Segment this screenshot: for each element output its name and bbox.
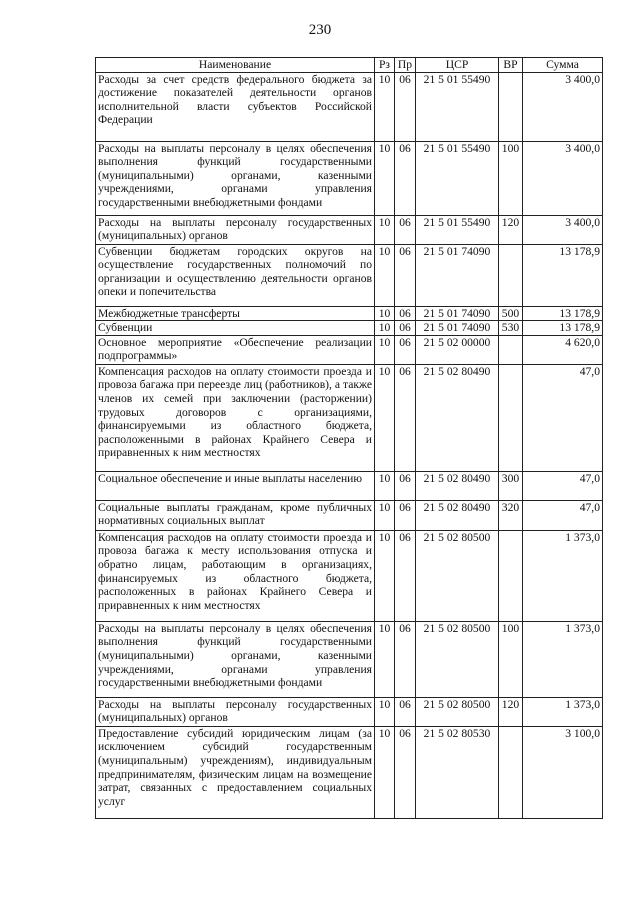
cell-csr: 21 5 02 80490 — [416, 364, 499, 471]
cell-name: Расходы на выплаты персоналу в целях обеспечения выполнения функций государственными (муниципальными) органами, казенными учреждениями, органами управления государственными внебюджетными фондами — [96, 141, 375, 215]
cell-sum: 3 400,0 — [523, 141, 603, 215]
cell-pr: 06 — [395, 335, 416, 364]
cell-pr: 06 — [395, 215, 416, 244]
cell-sum: 4 620,0 — [523, 335, 603, 364]
cell-sum: 47,0 — [523, 500, 603, 530]
table-row — [96, 697, 603, 726]
table-row — [96, 306, 603, 321]
table-row — [96, 141, 603, 215]
cell-csr: 21 5 01 74090 — [416, 244, 499, 306]
cell-vr: 100 — [499, 141, 523, 215]
budget-table — [95, 57, 603, 819]
cell-name: Субвенции — [96, 321, 375, 336]
cell-vr: 300 — [499, 471, 523, 500]
cell-rz: 10 — [375, 364, 395, 471]
cell-vr: 120 — [499, 697, 523, 726]
cell-sum: 47,0 — [523, 471, 603, 500]
cell-rz: 10 — [375, 335, 395, 364]
header-vr: ВР — [499, 58, 523, 73]
cell-csr: 21 5 02 00000 — [416, 335, 499, 364]
table-row — [96, 335, 603, 364]
cell-name: Расходы на выплаты персоналу государственных (муниципальных) органов — [96, 215, 375, 244]
cell-name: Компенсация расходов на оплату стоимости проезда и провоза багажа к месту использования отпуска и обратно лицам, работающим в организациях, финансируемых из областного бюджета, расположенных в районах Крайнего Севера и приравненных к ним местностях — [96, 530, 375, 621]
cell-pr: 06 — [395, 364, 416, 471]
cell-name: Субвенции бюджетам городских округов на осуществление государственных полномочий по организации и осуществлению деятельности органов опеки и попечительства — [96, 244, 375, 306]
cell-rz: 10 — [375, 306, 395, 321]
cell-csr: 21 5 01 55490 — [416, 215, 499, 244]
cell-sum: 1 373,0 — [523, 697, 603, 726]
table-body — [96, 72, 603, 818]
cell-vr — [499, 726, 523, 818]
cell-pr: 06 — [395, 72, 416, 141]
cell-vr — [499, 335, 523, 364]
cell-sum: 1 373,0 — [523, 530, 603, 621]
cell-csr: 21 5 02 80490 — [416, 500, 499, 530]
cell-sum: 3 400,0 — [523, 72, 603, 141]
cell-rz: 10 — [375, 72, 395, 141]
cell-pr: 06 — [395, 530, 416, 621]
table-row — [96, 321, 603, 336]
cell-rz: 10 — [375, 621, 395, 697]
table-row — [96, 621, 603, 697]
cell-sum: 47,0 — [523, 364, 603, 471]
cell-sum: 13 178,9 — [523, 244, 603, 306]
cell-vr: 500 — [499, 306, 523, 321]
cell-pr: 06 — [395, 141, 416, 215]
cell-name: Расходы на выплаты персоналу государственных (муниципальных) органов — [96, 697, 375, 726]
cell-name: Расходы за счет средств федерального бюджета за достижение показателей деятельности органов исполнительной власти субъектов Российской Федерации — [96, 72, 375, 141]
header-sum: Сумма — [523, 58, 603, 73]
cell-rz: 10 — [375, 500, 395, 530]
cell-rz: 10 — [375, 141, 395, 215]
table-row — [96, 726, 603, 818]
cell-vr: 120 — [499, 215, 523, 244]
header-pr: Пр — [395, 58, 416, 73]
cell-pr: 06 — [395, 500, 416, 530]
cell-pr: 06 — [395, 697, 416, 726]
cell-vr: 530 — [499, 321, 523, 336]
cell-csr: 21 5 02 80500 — [416, 621, 499, 697]
cell-vr: 100 — [499, 621, 523, 697]
header-csr: ЦСР — [416, 58, 499, 73]
cell-sum: 1 373,0 — [523, 621, 603, 697]
cell-sum: 13 178,9 — [523, 321, 603, 336]
cell-rz: 10 — [375, 471, 395, 500]
cell-csr: 21 5 02 80500 — [416, 697, 499, 726]
cell-csr: 21 5 01 55490 — [416, 141, 499, 215]
cell-name: Межбюджетные трансферты — [96, 306, 375, 321]
table-row — [96, 500, 603, 530]
cell-name: Социальные выплаты гражданам, кроме публичных нормативных социальных выплат — [96, 500, 375, 530]
cell-vr — [499, 72, 523, 141]
table-row — [96, 215, 603, 244]
table-row — [96, 364, 603, 471]
table-row — [96, 244, 603, 306]
cell-sum: 3 400,0 — [523, 215, 603, 244]
cell-name: Социальное обеспечение и иные выплаты населению — [96, 471, 375, 500]
header-rz: Рз — [375, 58, 395, 73]
cell-sum: 3 100,0 — [523, 726, 603, 818]
cell-sum: 13 178,9 — [523, 306, 603, 321]
cell-pr: 06 — [395, 726, 416, 818]
cell-pr: 06 — [395, 321, 416, 336]
cell-csr: 21 5 02 80490 — [416, 471, 499, 500]
cell-name: Основное мероприятие «Обеспечение реализации подпрограммы» — [96, 335, 375, 364]
cell-vr — [499, 244, 523, 306]
header-name: Наименование — [96, 58, 375, 73]
cell-rz: 10 — [375, 215, 395, 244]
cell-csr: 21 5 02 80530 — [416, 726, 499, 818]
cell-pr: 06 — [395, 471, 416, 500]
cell-vr — [499, 530, 523, 621]
cell-csr: 21 5 01 55490 — [416, 72, 499, 141]
cell-rz: 10 — [375, 321, 395, 336]
cell-rz: 10 — [375, 697, 395, 726]
cell-vr — [499, 364, 523, 471]
table-header-row — [96, 58, 603, 73]
cell-csr: 21 5 01 74090 — [416, 321, 499, 336]
table-row — [96, 471, 603, 500]
table-row — [96, 72, 603, 141]
page-number: 230 — [308, 22, 332, 38]
cell-pr: 06 — [395, 621, 416, 697]
cell-vr: 320 — [499, 500, 523, 530]
cell-rz: 10 — [375, 530, 395, 621]
cell-pr: 06 — [395, 306, 416, 321]
cell-csr: 21 5 02 80500 — [416, 530, 499, 621]
cell-pr: 06 — [395, 244, 416, 306]
cell-csr: 21 5 01 74090 — [416, 306, 499, 321]
cell-name: Предоставление субсидий юридическим лицам (за исключением субсидий государственным (муниципальным) учреждениям), индивидуальным предпринимателям, физическим лицам на возмещение затрат, связанных с предоставлением социальных услуг — [96, 726, 375, 818]
cell-name: Расходы на выплаты персоналу в целях обеспечения выполнения функций государственными (муниципальными) органами, казенными учреждениями, органами управления государственными внебюджетными фондами — [96, 621, 375, 697]
cell-name: Компенсация расходов на оплату стоимости проезда и провоза багажа при переезде лиц (работников), а также членов их семей при заключении (расторжении) трудовых договоров с организациями, финансируемыми из областного бюджета, расположенными в районах Крайнего Севера и приравненных к ним местностях — [96, 364, 375, 471]
table-row — [96, 530, 603, 621]
cell-rz: 10 — [375, 244, 395, 306]
cell-rz: 10 — [375, 726, 395, 818]
